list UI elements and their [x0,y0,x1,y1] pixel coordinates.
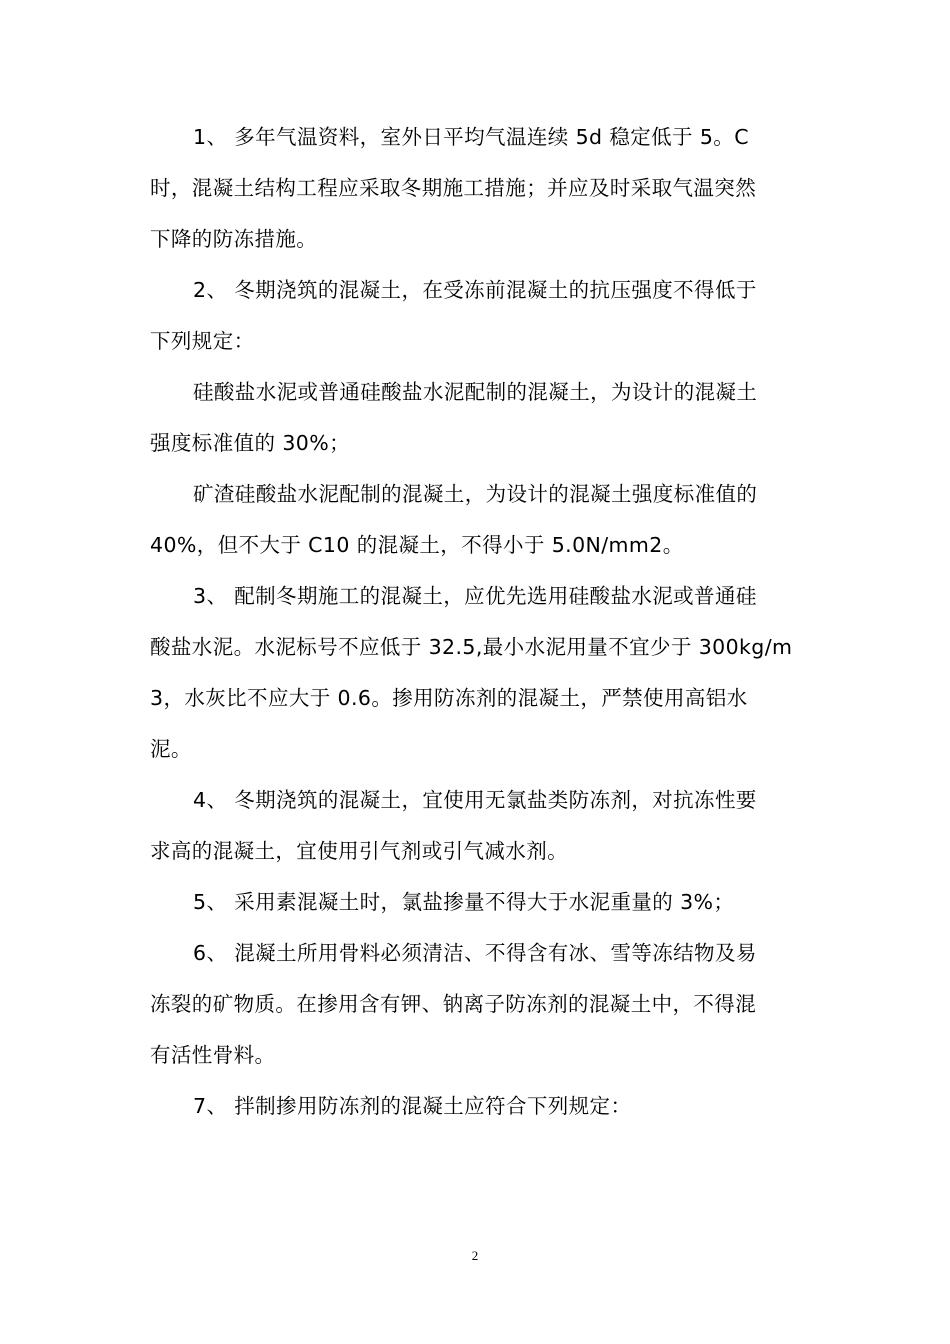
paragraph-line: 1、 多年气温资料，室外日平均气温连续 5d 稳定低于 5。C [193,125,749,149]
paragraph-line: 泥。 [150,737,192,761]
paragraph-line: 时，混凝土结构工程应采取冬期施工措施；并应及时采取气温突然 [150,176,757,200]
paragraph-line: 6、 混凝土所用骨料必须清洁、不得含有冰、雪等冻结物及易 [193,941,757,965]
paragraph-line: 矿渣硅酸盐水泥配制的混凝土，为设计的混凝土强度标准值的 [193,482,758,506]
paragraph-line: 酸盐水泥。水泥标号不应低于 32.5,最小水泥用量不宜少于 300kg/m [150,635,793,659]
paragraph-line: 5、 采用素混凝土时，氯盐掺量不得大于水泥重量的 3%； [193,890,735,914]
paragraph-line: 7、 拌制掺用防冻剂的混凝土应符合下列规定： [193,1094,632,1118]
paragraph-line: 冻裂的矿物质。在掺用含有钾、钠离子防冻剂的混凝土中，不得混 [150,992,757,1016]
paragraph-line: 下列规定： [150,329,255,353]
paragraph-line: 4、 冬期浇筑的混凝土，宜使用无氯盐类防冻剂，对抗冻性要 [193,788,757,812]
paragraph-line: 强度标准值的 30%； [150,431,350,455]
paragraph-line: 2、 冬期浇筑的混凝土，在受冻前混凝土的抗压强度不得低于 [193,278,757,302]
paragraph-line: 3，水灰比不应大于 0.6。掺用防冻剂的混凝土，严禁使用高铝水 [150,686,748,710]
paragraph-line: 硅酸盐水泥或普通硅酸盐水泥配制的混凝土，为设计的混凝土 [193,380,758,404]
paragraph-line: 3、 配制冬期施工的混凝土，应优先选用硅酸盐水泥或普通硅 [193,584,757,608]
paragraph-line: 求高的混凝土，宜使用引气剂或引气减水剂。 [150,839,568,863]
page-number: 2 [471,1248,479,1263]
paragraph-line: 下降的防冻措施。 [150,227,318,251]
paragraph-line: 40%，但不大于 C10 的混凝土，不得小于 5.0N/mm2。 [150,533,684,557]
paragraph-line: 有活性骨料。 [150,1043,276,1067]
